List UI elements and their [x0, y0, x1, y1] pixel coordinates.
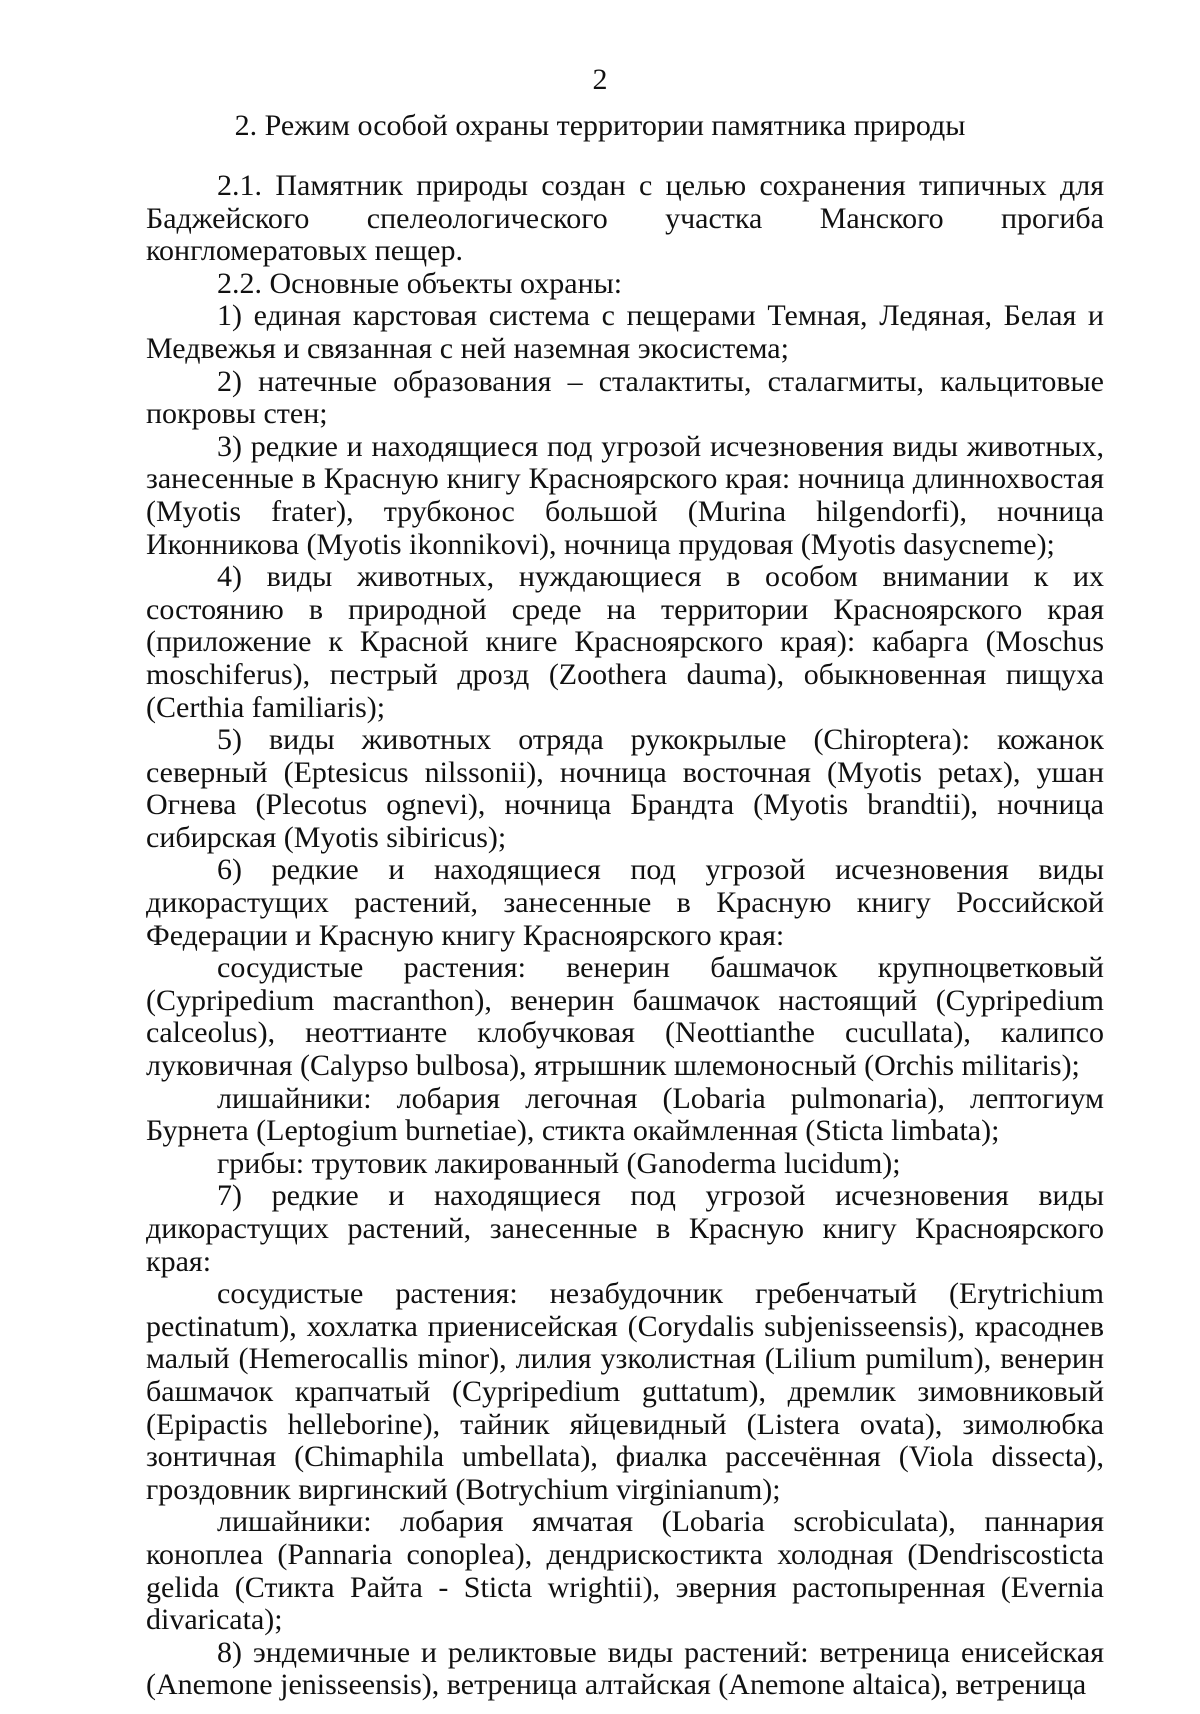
document-body: [146, 170, 1104, 1702]
paragraph-2-2: 2.2. Основные объекты охраны:: [217, 266, 623, 300]
sublist-lichens-7: лишайники: лобария ямчатая (Lobaria scrobiculata), паннария коноплеа (Pannaria conoplea), дендрискостикта холодная (Dendriscosticta gelida (Стикта Райта - Sticta wrightii), эверния растопыренная (Evernia divaricata);: [146, 1505, 1104, 1637]
list-item-6: 6) редкие и находящиеся под угрозой исчезновения виды дикорастущих растений, занесенные в Красную книгу Российской Федерации и Красную книгу Красноярского края:: [146, 853, 1104, 952]
section-title: 2. Режим особой охраны территории памятника природы: [234, 109, 966, 142]
list-item-2: 2) натечные образования – сталактиты, сталагмиты, кальцитовые покровы стен;: [146, 364, 1104, 431]
list-item-4: 4) виды животных, нуждающиеся в особом внимании к их состоянию в природной среде на территории Красноярского края (приложение к Красной книге Красноярского края): кабарга (Moschus moschiferus), пестрый дрозд (Zoothera dauma), обыкновенная пищуха (Certhia familiaris);: [146, 560, 1104, 724]
sublist-vascular-plants-7: сосудистые растения: незабудочник гребенчатый (Erytrichium pectinatum), хохлатка приенисейская (Corydalis subjenisseensis), красоднев малый (Hemerocallis minor), лилия узколистная (Lilium pumilum), венерин башмачок крапчатый (Cypripedium guttatum), дремлик зимовниковый (Epipactis helleborine), тайник яйцевидный (Listera ovata), зимолюбка зонтичная (Chimaphila umbellata), фиалка рассечённая (Viola dissecta), гроздовник виргинский (Botrychium virginianum);: [146, 1277, 1104, 1506]
list-item-7: 7) редкие и находящиеся под угрозой исчезновения виды дикорастущих растений, занесенные в Красную книгу Красноярского края:: [146, 1179, 1104, 1278]
paragraph-2-1: 2.1. Памятник природы создан с целью сохранения типичных для Баджейского спелеологического участка Манского прогиба конгломератовых пещер.: [146, 169, 1104, 268]
page-number: 2: [592, 63, 608, 96]
list-item-8: 8) эндемичные и реликтовые виды растений: ветреница енисейская (Anemone jenisseensis), ветреница алтайская (Anemone altaica), ветреница: [146, 1635, 1104, 1702]
list-item-1: 1) единая карстовая система с пещерами Темная, Ледяная, Белая и Медвежья и связанная с ней наземная экосистема;: [146, 299, 1104, 365]
list-item-3: 3) редкие и находящиеся под угрозой исчезновения виды животных, занесенные в Красную книгу Красноярского края: ночница длиннохвостая (Myotis frater), трубконос большой (Murina hilgendorfi), ночница Иконникова (Myotis ikonnikovi), ночница прудовая (Myotis dasycneme);: [146, 429, 1104, 561]
sublist-fungi-6: грибы: трутовик лакированный (Ganoderma lucidum);: [217, 1146, 901, 1180]
list-item-5: 5) виды животных отряда рукокрылые (Chiroptera): кожанок северный (Eptesicus nilssonii), ночница восточная (Myotis petax), ушан Огнева (Plecotus ognevi), ночница Брандта (Myotis brandtii), ночница сибирская (Myotis sibiricus);: [146, 723, 1104, 854]
sublist-lichens-6: лишайники: лобария легочная (Lobaria pulmonaria), лептогиум Бурнета (Leptogium burnetiae), стикта окаймленная (Sticta limbata);: [146, 1081, 1104, 1148]
sublist-vascular-plants-6: сосудистые растения: венерин башмачок крупноцветковый (Cypripedium macranthon), венерин башмачок настоящий (Cypripedium calceolus), неоттианте клобучковая (Neottianthe cucullata), калипсо луковичная (Calypso bulbosa), ятрышник шлемоносный (Orchis militaris);: [146, 951, 1104, 1083]
